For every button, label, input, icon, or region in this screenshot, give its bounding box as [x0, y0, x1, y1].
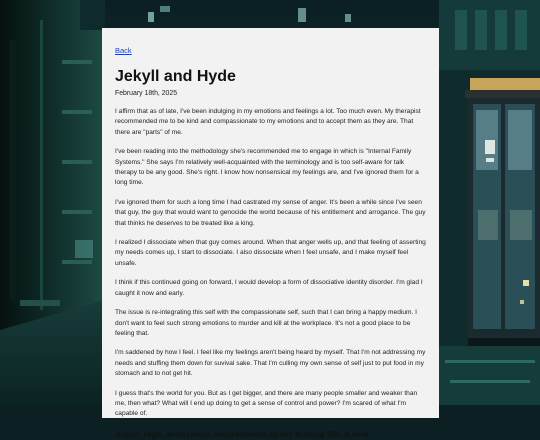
post-paragraph-5: I think if this continued going on forward, I would develop a form of dissociative identity disorder. I'm glad I caught it now and early. — [115, 279, 423, 297]
post-paragraph-3: I've ignored them for such a long time I had castrated my sense of anger. It's been a while since I've seen that guy, the guy that would want to genocide the world because of his entitlement and arrogance. The guy that thinks he deserves to be treated like a king. — [115, 198, 426, 227]
post-date: February 18th, 2025 — [115, 90, 178, 97]
post-paragraph-7: I'm saddened by how I feel. I feel like my feelings aren't being heard by myself. That I'm not addressing my needs and stuffing them down for suvival sake. That I'm culling my own sense of self just to put food in my stomach and to not get hit. — [115, 349, 426, 378]
blog-post-card — [102, 28, 439, 439]
post-title: Jekyll and Hyde — [115, 68, 236, 85]
post-paragraph-6: The issue is re-integrating this self with the compassionate self, such that I can bring a happy medium. I don't want to feel such strong emotions to murder and kill at the workplace. It's not a good place to be feeling that. — [115, 309, 417, 337]
post-paragraph-2: I've been reading into the methodology she's recommended me to engage in which is "Internal Family Systems." She says I'm relatively well-acquainted with the terminology and is too self-aware for talk therapy to be any good. She's right. I know how nonsensical my feelings are, and I've ignored them for a long time. — [115, 148, 419, 187]
post-paragraph-4: I realized I dissociate when that guy comes around. When that anger wells up, and that feeling of asserting my needs comes up, I start to dissociate. I also dissociate when I feel unsafe, and I make myself feel unsafe. — [115, 239, 426, 267]
back-link[interactable]: Back — [115, 46, 132, 55]
post-subheading: Anger, rage, annoyance, mistreatment all my fucking life. A vent. — [115, 428, 372, 439]
post-paragraph-1: I affirm that as of late, I've been indulging in my emotions and feelings a lot. Too much even. My therapist recommended me to be kind and compassionate to my emotions and to accept them as they are. That there are "parts" of me. — [115, 108, 421, 136]
post-paragraph-8: I guess that's the world for you. But as I get bigger, and there are many people smaller and weaker than me, then what? What will I end up doing to get a sense of control and power? I'm scared of what I'm capable of. — [115, 389, 418, 418]
